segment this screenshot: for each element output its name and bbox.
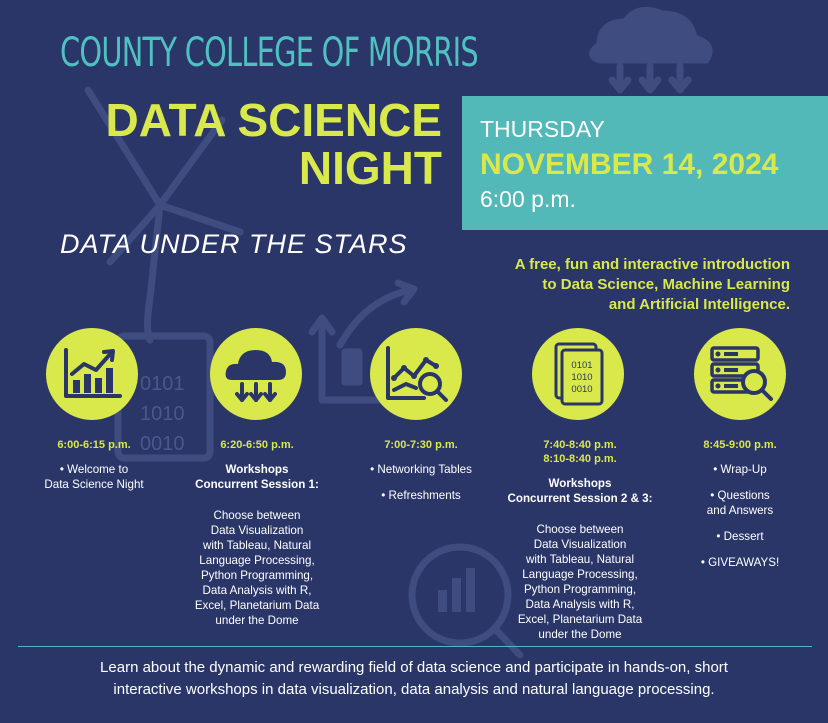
schedule-time: 8:45-9:00 p.m. [703,439,777,451]
detail-line: Data Analysis with R, [202,584,312,597]
svg-text:0101: 0101 [140,373,185,395]
schedule-heading: Workshops [548,477,612,490]
binary-files-icon [532,328,624,420]
intro-text [430,255,790,315]
date-box [462,96,828,230]
detail-line: Data Analysis with R, [525,598,635,611]
footer-line: Learn about the dynamic and rewarding field of data science and participate in hands-on, short [100,659,728,676]
detail-line: Excel, Planetarium Data [194,599,320,612]
schedule-item: and Answers [706,504,774,517]
event-title-line-1: DATA SCIENCE [105,94,442,146]
detail-line: under the Dome [215,614,299,627]
schedule-time: 6:00-6:15 p.m. [57,439,131,451]
svg-text:0010: 0010 [571,384,593,395]
schedule-column-2 [182,438,332,628]
schedule-time: 6:20-6:50 p.m. [220,439,294,451]
college-name: COUNTY COLLEGE OF MORRIS [60,30,478,76]
detail-line: with Tableau, Natural [202,539,312,552]
schedule-item: • Questions [710,489,770,502]
detail-line: Choose between [213,509,301,522]
footer-text [0,657,828,701]
cloud-download-icon [210,328,302,420]
detail-line: Language Processing, [522,568,638,581]
schedule-detail [500,522,660,642]
schedule-time: 8:10-8:40 p.m. [543,453,617,465]
detail-line: with Tableau, Natural [525,553,635,566]
event-time: 6:00 p.m. [480,186,576,212]
detail-line: Data Visualization [533,538,627,551]
detail-line: Data Visualization [210,524,304,537]
tagline: DATA UNDER THE STARS [60,229,408,259]
schedule-item: • Wrap-Up [713,463,767,476]
event-title [106,96,443,192]
detail-line: Python Programming, [523,583,637,596]
svg-text:0101: 0101 [571,360,593,371]
event-date: NOVEMBER 14, 2024 [480,148,779,181]
schedule-item: • Refreshments [381,489,461,502]
footer-divider [18,646,812,647]
schedule-item: • Networking Tables [370,463,472,476]
schedule-heading: Workshops [225,463,289,476]
schedule-heading: Concurrent Session 2 & 3: [507,492,653,505]
schedule-column-3 [346,438,496,503]
schedule-time: 7:00-7:30 p.m. [384,439,458,451]
event-title-line-2: NIGHT [298,142,442,194]
schedule-item: • Dessert [716,530,764,543]
schedule-item: • GIVEAWAYS! [700,556,780,569]
schedule-heading: Concurrent Session 1: [195,478,319,491]
footer-line: interactive workshops in data visualization, data analysis and natural language processing. [113,681,715,698]
schedule-column-4 [500,438,660,642]
analytics-magnifier-icon [370,328,462,420]
schedule-item: Data Science Night [44,478,144,491]
detail-line: Python Programming, [200,569,314,582]
detail-line: Excel, Planetarium Data [517,613,643,626]
bar-chart-growth-icon [46,328,138,420]
event-day: THURSDAY [480,116,605,142]
database-search-icon [694,328,786,420]
svg-text:1010: 1010 [140,403,185,425]
schedule-column-1 [24,438,164,492]
intro-line: and Artificial Intelligence. [608,296,790,313]
svg-text:0010: 0010 [140,433,185,455]
intro-line: A free, fun and interactive introduction [514,256,790,273]
detail-line: Choose between [536,523,624,536]
detail-line: Language Processing, [199,554,315,567]
schedule-detail [182,508,332,628]
detail-line: under the Dome [538,628,622,641]
schedule-item: • Welcome to [59,463,129,476]
cloud-download-background-icon [593,10,710,90]
intro-line: to Data Science, Machine Learning [542,276,790,293]
svg-text:1010: 1010 [571,372,593,383]
schedule-column-5 [676,438,804,570]
schedule-time: 7:40-8:40 p.m. [543,439,617,451]
